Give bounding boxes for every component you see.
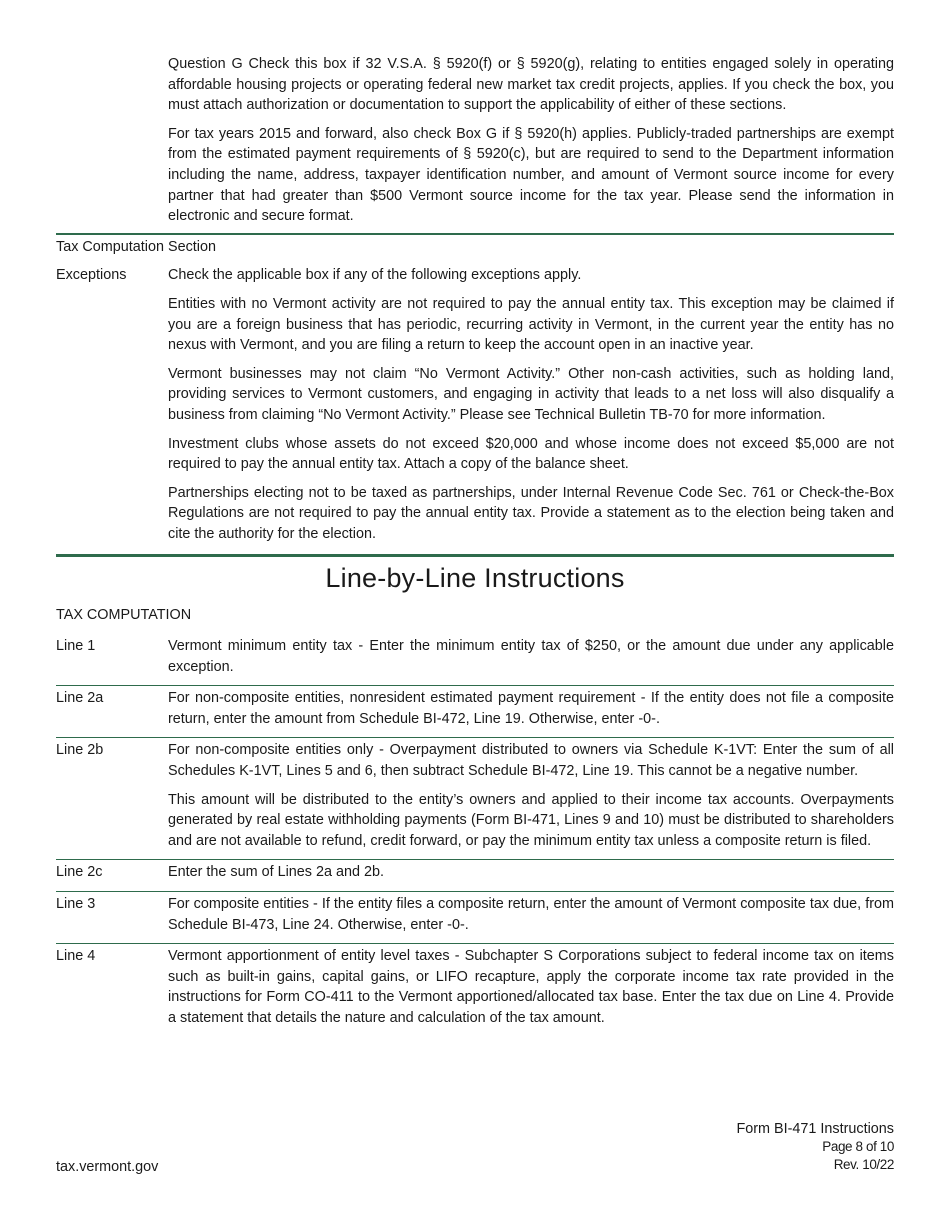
exceptions-paragraph: Entities with no Vermont activity are not required to pay the annual entity tax. This exception may be claimed if you are a foreign business that has periodic, recurring activity in Vermont, in the current year the entity has no nexus with Vermont, and you are filing a return to keep the account open in an inactive year. — [168, 295, 894, 354]
footer-revision: Rev. 10/22 — [833, 1157, 894, 1172]
footer-form-name: Form BI-471 Instructions — [736, 1121, 894, 1137]
page-content — [56, 54, 894, 1037]
line-label: Line 1 — [56, 638, 96, 655]
line-item — [56, 944, 894, 1036]
line-text-continued: This amount will be distributed to the entity’s owners and applied to their income tax accounts. Overpayments generated by real estate withholding payments (Form BI-471, Lines 9 and 10) must be distributed to shareholders and are not available to refund, credit forward, or pay the minimum entity tax unless a composite return is filed. — [168, 791, 894, 849]
line-label: Line 2c — [56, 864, 103, 881]
line-label: Line 2b — [56, 742, 104, 759]
line-item — [56, 860, 894, 891]
line-item — [56, 686, 894, 737]
question-g-paragraph-2: For tax years 2015 and forward, also check Box G if § 5920(h) applies. Publicly-traded partnerships are exempt from the estimated payment requirements of § 5920(c), but are required to send to the Department information including the name, address, taxpayer identification number, and amount of Vermont source income for every partner that had greater than $500 Vermont source income for the tax year. Please send the information in electronic and secure format. — [168, 125, 894, 225]
section-divider-thick — [56, 554, 894, 557]
line-label: Line 4 — [56, 948, 96, 965]
line-text: Enter the sum of Lines 2a and 2b. — [168, 864, 385, 881]
footer-website-link[interactable]: tax.vermont.gov — [56, 1159, 159, 1175]
exceptions-row — [56, 265, 894, 554]
line-item — [56, 738, 894, 859]
footer-form-info — [736, 1120, 894, 1174]
line-label: Line 2a — [56, 690, 104, 707]
line-item — [56, 634, 894, 685]
tax-computation-subheading: TAX COMPUTATION — [56, 607, 192, 624]
line-text: For non-composite entities only - Overpayment distributed to owners via Schedule K-1VT: Enter the sum of all Schedules K-1VT, Lines 5 and 6, then subtract Schedule BI-472, Line 19. This cannot be a negative number. — [168, 742, 894, 780]
exceptions-label: Exceptions — [56, 267, 127, 284]
line-text: For composite entities - If the entity files a composite return, enter the amount of Vermont composite tax due, from Schedule BI-473, Line 24. Otherwise, enter -0-. — [168, 896, 894, 933]
question-g-block — [168, 54, 894, 227]
exceptions-paragraph: Check the applicable box if any of the following exceptions apply. — [168, 267, 582, 284]
exceptions-body — [168, 265, 894, 554]
exceptions-paragraph: Investment clubs whose assets do not exceed $20,000 and whose income does not exceed $5,000 are not required to pay the annual entity tax. Attach a copy of the balance sheet. — [168, 435, 894, 473]
exceptions-paragraph: Partnerships electing not to be taxed as partnerships, under Internal Revenue Code Sec. 761 or Check-the-Box Regulations are not required to pay the annual entity tax. Provide a statement as to the election being taken and cite the authority for the election. — [168, 484, 894, 542]
question-g-paragraph-1: Question G Check this box if 32 V.S.A. § 5920(f) or § 5920(g), relating to entities engaged solely in operating affordable housing projects or operating federal new market tax credit projects, applies. If you check the box, you must attach authorization or documentation to support the applicability of either of these sections. — [168, 56, 894, 114]
line-item — [56, 892, 894, 943]
footer-page-number: Page 8 of 10 — [822, 1139, 894, 1154]
exceptions-paragraph: Vermont businesses may not claim “No Vermont Activity.” Other non-cash activities, such as holding land, providing services to Vermont customers, and engaging in activity that leads to a net loss will also disqualify a business from claiming “No Vermont Activity.” Please see Technical Bulletin TB-70 for more information. — [168, 365, 894, 423]
line-label: Line 3 — [56, 896, 96, 912]
line-text: For non-composite entities, nonresident estimated payment requirement - If the entity does not file a composite return, enter the amount from Schedule BI-472, Line 19. Otherwise, enter -0-. — [168, 690, 894, 727]
page-title: Line-by-Line Instructions — [325, 563, 625, 594]
line-text: Vermont minimum entity tax - Enter the minimum entity tax of $250, or the amount due under any applicable exception. — [168, 638, 894, 675]
tax-computation-section-heading: Tax Computation Section — [56, 238, 216, 255]
line-text: Vermont apportionment of entity level taxes - Subchapter S Corporations subject to federal income tax on items such as built-in gains, capital gains, or LIFO recapture, apply the corporate income tax rate provided in the instructions for Form CO-411 to the Vermont apportioned/allocated tax base. Enter the tax due on Line 4. Provide a statement that details the nature and calculation of the tax amount. — [168, 948, 894, 1026]
